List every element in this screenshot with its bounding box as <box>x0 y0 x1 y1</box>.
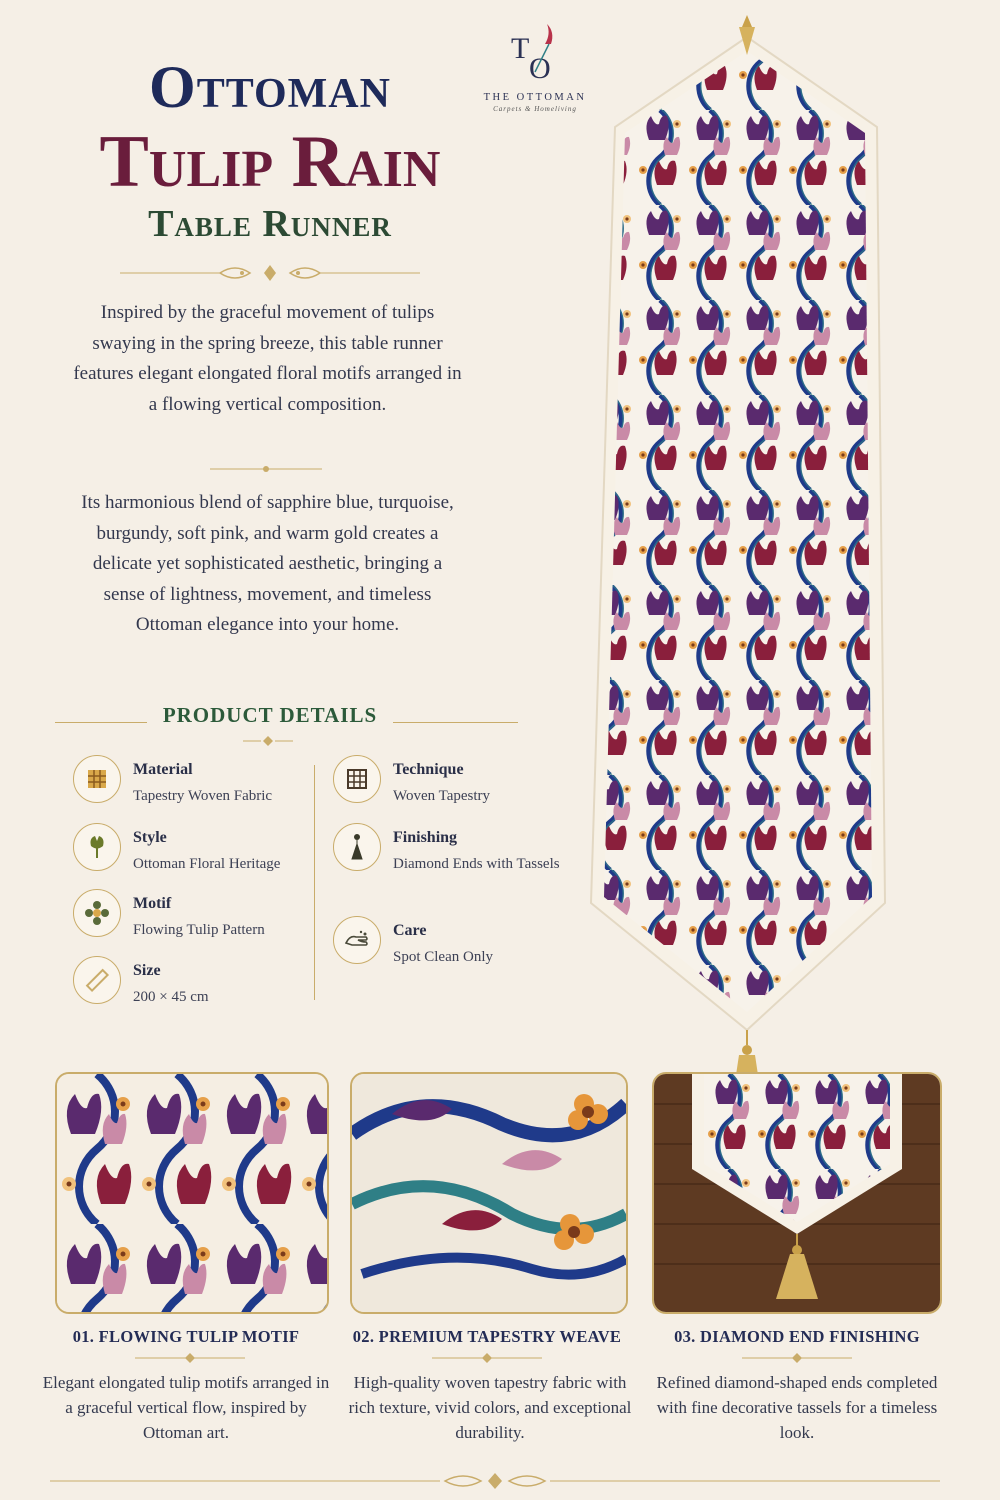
details-rule-left <box>55 722 147 723</box>
paragraph-divider <box>210 462 322 476</box>
title-ornament <box>120 262 420 284</box>
detail-label: Care <box>393 922 427 939</box>
title-line-2: Tulip Rain <box>99 121 441 203</box>
tulip-icon <box>73 823 121 871</box>
tassel-icon <box>333 823 381 871</box>
detail-value: Tapestry Woven Fabric <box>133 788 273 804</box>
feature-ornament-3 <box>742 1352 852 1364</box>
description-paragraph-2: Its harmonious blend of sapphire blue, turquoise, burgundy, soft pink, and warm gold creates a delicate yet sophisticated aesthetic, bringing a sense of lightness, movement, and timeless Ottoman elegance into your home. <box>81 492 454 635</box>
feature-image-diamond-end <box>652 1072 942 1314</box>
detail-value: 200 × 45 cm <box>133 989 209 1005</box>
footer-ornament <box>50 1470 940 1492</box>
feature-title-3: 03. DIAMOND END FINISHING <box>674 1327 920 1346</box>
logo-tagline: Carpets & Homeliving <box>493 105 577 113</box>
detail-label: Finishing <box>393 829 458 846</box>
detail-label: Size <box>133 962 161 979</box>
description-paragraph-1: Inspired by the graceful movement of tulips swaying in the spring breeze, this table runner features elegant elongated floral motifs arranged in a flowing vertical composition. <box>73 302 462 415</box>
flower-icon <box>73 889 121 937</box>
feature-ornament-2 <box>432 1352 542 1364</box>
feature-text-3: Refined diamond-shaped ends completed with fine decorative tassels for a timeless look. <box>656 1373 938 1442</box>
detail-value: Flowing Tulip Pattern <box>133 922 265 938</box>
logo-name: THE OTTOMAN <box>483 92 587 103</box>
ruler-icon <box>73 956 121 1004</box>
feature-image-motif <box>55 1072 329 1314</box>
detail-value: Diamond Ends with Tassels <box>393 856 560 872</box>
logo-monogram-icon <box>505 22 565 82</box>
detail-value: Ottoman Floral Heritage <box>133 856 281 872</box>
svg-text:T: T <box>511 32 530 65</box>
hand-wash-icon <box>333 916 381 964</box>
svg-text:O: O <box>529 52 551 82</box>
detail-label: Technique <box>393 761 464 778</box>
feature-ornament-1 <box>135 1352 245 1364</box>
details-column-divider <box>314 765 315 1000</box>
feature-text-2: High-quality woven tapestry fabric with rich texture, vivid colors, and exceptional durability. <box>348 1373 632 1442</box>
detail-label: Material <box>133 761 193 778</box>
feature-title-2: 02. PREMIUM TAPESTRY WEAVE <box>352 1327 622 1346</box>
detail-label: Motif <box>133 895 172 912</box>
feature-image-weave <box>350 1072 628 1314</box>
details-rule-right <box>393 722 518 723</box>
product-details-title: PRODUCT DETAILS <box>162 703 378 727</box>
weave-icon <box>73 755 121 803</box>
detail-value: Woven Tapestry <box>393 788 491 804</box>
details-ornament <box>243 735 293 747</box>
detail-label: Style <box>133 829 167 846</box>
title-line-1: Ottoman <box>149 54 391 120</box>
grid-icon <box>333 755 381 803</box>
feature-title-1: 01. FLOWING TULIP MOTIF <box>72 1327 300 1346</box>
table-runner-image <box>585 15 900 1095</box>
title-line-3: Table Runner <box>148 203 392 245</box>
detail-value: Spot Clean Only <box>393 949 493 965</box>
feature-text-1: Elegant elongated tulip motifs arranged in a graceful vertical flow, inspired by Ottoman art. <box>42 1373 330 1442</box>
